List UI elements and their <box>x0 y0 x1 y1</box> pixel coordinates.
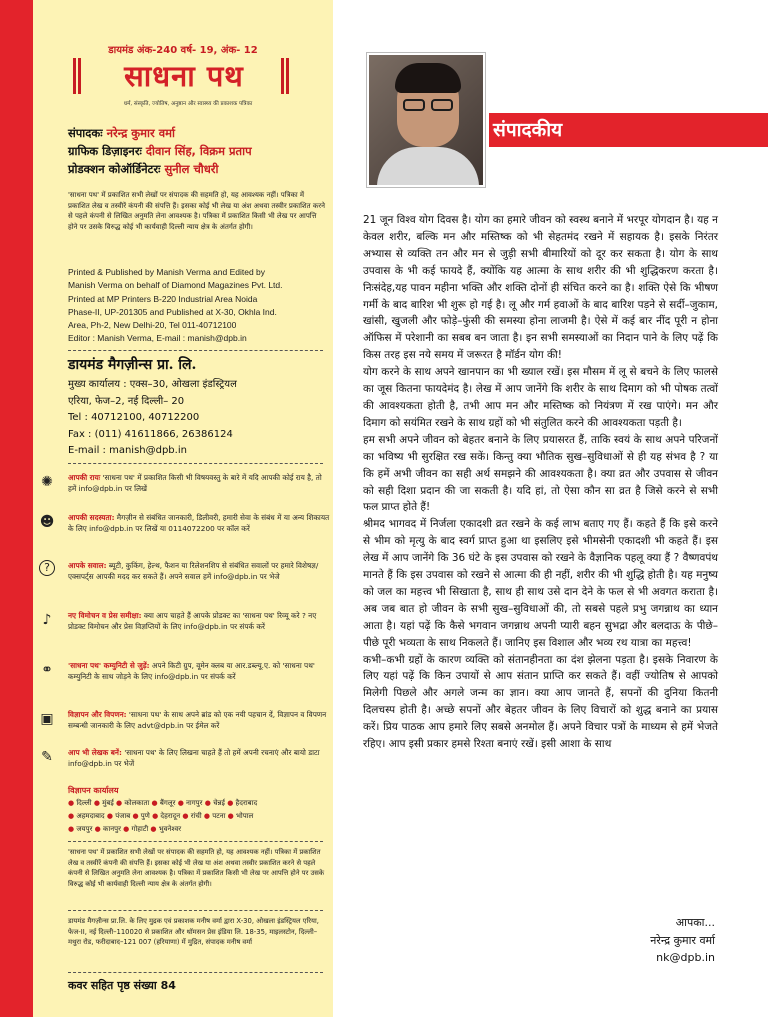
sign-off: आपका... <box>675 916 715 929</box>
magazine-title: साधना पथ <box>124 59 244 93</box>
article-paragraph: कभी–कभी ग्रहों के कारण व्यक्ति को संतानहीनता का दंश झेलना पड़ता है। इसके निवारण के लिए यहां पढ़ें कि किन उपायों से आप संतान प्राप्ति कर सकते हैं। वहीं ज्योतिष से आपको मिलेगी पिछले और अगले जन्म का ज्ञान। क्या आप जानते हैं, सपनों की दुनिया कितनी दिलचस्प होती है। अच्छे सपनों और बेहतर जीवन के लिए विचारों को शुद्ध बनाने का प्रयास करें। प्रिय पाठक आप हमारे लिए सबसे अनमोल हैं। अपने विचार पत्रों के माध्यम से हमें भेजते रहिए। आप इसी प्रकार हमसे रिश्ता बनाएं रखें। इसी आशा के साथ <box>363 653 718 751</box>
people-icon: ☻ <box>39 514 55 530</box>
divider <box>68 350 323 351</box>
office-city: भोपाल <box>236 812 254 820</box>
office-city: दिल्ली <box>76 799 92 807</box>
article-paragraph: श्रीमद भागवद में निर्जला एकादशी व्रत रखने के कई लाभ बताए गए हैं। कहते हैं कि इसे करने से भीम को मृत्यु के बाद स्वर्ग प्राप्त हुआ था इसलिए इसे भीमसेनी एकादशी भी कहते हैं। इस लेख में आप जानेंगे कि 36 घंटे के इस उपवास को रखने के वैज्ञानिक पहलू क्या हैं ? वैष्णवपंथ मानते हैं कि इस उपवास को रखने से आत्मा की ही नहीं, शरीर की भी शुद्धि होती है। यह मनुष्य को जल का महत्त्व भी सिखाता है, साथ ही साथ उसे दान देने के फल से भी अवगत कराता है। अब जब बात हो जीवन के सभी सुख–सुविधाओं की, तो सबसे पहले प्रभु जगन्नाथ का ध्यान आता है। यहां पढ़ें कि कैसे भगवान जगन्नाथ अपनी प्यारी बहन सुभद्रा और बलदाऊ के पीछे–पीछे पूरी भव्यता के साथ निकलते हैं। जानिए इस विशाल और भव्य रथ यात्रा का महत्त्व! <box>363 518 718 649</box>
printed-line: Printed at MP Printers B-220 Industrial Area Noida <box>68 293 258 304</box>
page-count: कवर सहित पृष्ठ संख्या 84 <box>68 979 176 992</box>
divider <box>68 972 323 973</box>
offices-list: ● दिल्ली ● मुंबई ● कोलकाता ● बैंगलूर ● नागपुर ● चेन्नई ● हैदराबाद ● अहमदाबाद ● पंजाब ● पुणे ● देहरादून ● रांची ● पटना ● भोपाल ● जयपुर ● कानपुर ● गोहाटी ● भुवनेश्वर <box>68 799 258 833</box>
office-city: गोहाटी <box>131 825 149 833</box>
advertisement-icon: ▣ <box>40 711 54 727</box>
designer-credit: ग्राफिक डिज़ाइनरः दीवान सिंह, विक्रम प्रताप <box>68 144 252 158</box>
microphone-icon: ♪ <box>42 612 52 628</box>
production-credit: प्रोडक्शन कोऑर्डिनेटरः सुनील चौधरी <box>68 162 219 176</box>
magazine-tagline: धर्म, संस्कृति, ज्योतिष, अनुष्ठान और स्वास्थ्य की प्रकाशक पत्रिका <box>123 101 253 107</box>
divider <box>68 463 323 464</box>
left-red-strip <box>0 0 33 1017</box>
printed-line: Area, Ph-2, New Delhi-20, Tel 011-40712100 <box>68 320 237 331</box>
disclaimer-top: 'साधना पथ' में प्रकाशित सभी लेखों पर संपादक की सहमति हो, यह आवश्यक नहीं। पत्रिका में प्रकाशित लेख व तस्वीरें कंपनी की संपत्ति हैं। इसका कोई भी लेख या अंश अथवा तस्वीर प्रकाशित करने से पहले कंपनी से लिखित अनुमति लेना आवश्यक है। पत्रिका में प्रकाशित किसी भी लेख पर आपत्ति होने पर उसके विरुद्ध कोई भी कार्यवाही दिल्ली न्याय क्षेत्र के अंतर्गत होगी। <box>68 191 326 231</box>
office-city: कोलकाता <box>124 799 150 807</box>
company-address: मुख्य कार्यालय : एक्स–30, ओखला इंडस्ट्रियल एरिया, फेज–2, नई दिल्ली– 20 Tel : 40712100, 40712200 Fax : (011) 41611866, 26386124 E-mail : manish@dpb.in <box>68 377 330 460</box>
article-paragraph: 21 जून विश्व योग दिवस है। योग का हमारे जीवन को स्वस्थ बनाने में भरपूर योगदान है। यह न केवल शरीर, बल्कि मन और मस्तिष्क को भी सेहतमंद रखने में सहायक है। इसके निरंतर अभ्यास से व्यक्ति तन और मन से जुड़ी सभी बीमारियों को दूर कर सकता है। योग के साथ उपवास के भी कई फायदे हैं, क्योंकि यह आत्मा के साथ शरीर की भी शुद्धिकरण करता है। निःसंदेह,यह पावन महीना भक्ति और शक्ति दोनों ही संचित करने का है। शक्ति ऐसे कि भीषण गर्मी के बाद बारिश भी शुरू हो गई है। लू और गर्म हवाओं के बाद बारिश पड़ने से सर्दी–जुकाम, खांसी, खुजली और फोड़े–फुंसी की समस्या होना लाजमी है। ऐसे में कई बार नींद पूरी न होना ऑफिस में परेशानी का सबब बन जाता है। इन सभी समस्याओं का निदान पाने के लिए पढ़ें कि किस तरह इस नये समय में जरूरत है मॉर्डन योग की! <box>363 214 718 362</box>
editor-photo <box>367 53 485 187</box>
office-city: पंजाब <box>115 812 131 820</box>
office-city: पटना <box>212 812 226 820</box>
editor-credit: संपादकः नरेन्द्र कुमार वर्मा <box>68 126 175 140</box>
article-paragraph: हम सभी अपने जीवन को बेहतर बनाने के लिए प्रयासरत हैं, ताकि स्वयं के साथ अपने परिजनों का भविष्य भी सुरक्षित रख सकें। किन्तु क्या भौतिक सुख–सुविधाओं से ही यह संभव है ? या कि हमें अभी जीवन का सही अर्थ समझने की आवश्यकता है। क्या व्रत और उपवास से जीवन को सही दिशा प्रदान की जा सकती है। यदि हां, तो ऐसा कौन सा व्रत है जिसे करने से सभी फल प्राप्त होते हैं! <box>363 433 718 514</box>
office-city: कानपुर <box>103 825 121 833</box>
signature-email[interactable]: nk@dpb.in <box>656 951 715 964</box>
office-city: हैदराबाद <box>235 799 258 807</box>
office-city: चेन्नई <box>213 799 225 807</box>
question-icon: ? <box>39 560 55 576</box>
company-name: डायमंड मैगज़ीन्स प्रा. लि. <box>68 357 197 373</box>
divider <box>68 841 323 842</box>
ornament-left-icon <box>73 58 82 94</box>
editorial-article <box>363 212 718 753</box>
office-city: बैंगलूर <box>159 799 176 807</box>
imprint-sidebar: डायमंड अंक-240 वर्ष- 19, अंक- 12 साधना पथ धर्म, संस्कृति, ज्योतिष, अनुष्ठान और स्वास्थ्य की प्रकाशक पत्रिका संपादकः नरेन्द्र कुमार वर्मा ग्राफिक डिज़ाइनरः दीवान सिंह, विक्रम प्रताप प्रोडक्शन कोऑर्डिनेटरः सुनील चौधरी 'साधना पथ' में प्रकाशित सभी लेखों पर संपादक की सहमति हो, यह आवश्यक नहीं। पत्रिका में प्रकाशित लेख व तस्वीरें कंपनी की संपत्ति हैं। इसका कोई भी लेख या अंश अथवा तस्वीर प्रकाशित करने से पहले कंपनी से लिखित अनुमति लेना आवश्यक है। पत्रिका में प्रकाशित किसी भी लेख पर आपत्ति होने पर उसके विरुद्ध कोई भी कार्यवाही दिल्ली न्याय क्षेत्र के अंतर्गत होगी। Printed & Published by Manish Verma and Edited by Manish Verma on behalf of Diamond Magazines Pvt. Ltd. Printed at MP Printers B-220 Industrial Area Noida Phase-II, UP-201305 and Published at X-30, Okhla Ind. Area, Ph-2, New Delhi-20, Tel 011-40712100 Editor : Manish Verma, E-mail : manish@dpb.in डायमंड मैगज़ीन्स प्रा. लि. मुख्य कार्यालय : एक्स–30, ओखला इंडस्ट्रियल एरिया, फेज–2, नई दिल्ली– 20 Tel : 40712100, 40712200 Fax : (011) 41611866, 26386124 E-mail : manish@dpb.in ✺ आपकी रायः 'साधना पथ' में प्रकाशित किसी भी विषयवस्तु के बारे में यदि आपकी कोई राय है, तो हमें info@dpb.in पर लिखें ☻ आपकी सदस्यता: मैगज़ीन से संबंधित जानकारी, डिलीवरी, हमारी सेवा के संबंध में या अन्य शिकायत के लिए info@dpb.in पर लिखें या 0114072200 पर कॉल करें ? आपके सवाल: ब्यूटी, कुकिंग, हेल्थ, फैशन या रिलेशनशिप से संबंधित सवालों पर हमारे विशेषज्ञ/एक्सपर्ट्स आपकी मदद कर सकते हैं। अपने सवाल हमें info@dpb.in पर भेजे ♪ नए विमोचन व प्रेस समीक्षा: क्या आप चाहते हैं आपके प्रोडक्ट का 'साधना पथ' रिव्यू करे ? नए प्रोडक्ट विमोचन और प्रेस विज्ञप्तियों के लिए info@dpb.in पर संपर्क करें ⚭ 'साधना पथ' कम्युनिटी से जुड़ें: अपने किटी ग्रुप, वूमेन क्लब या आर.डब्ल्यू.ए. को 'साधना पथ' कम्युनिटी के साथ जोड़ने के लिए info@dpb.in पर संपर्क करें ▣ विज्ञापन और विपणन: 'साधना पथ' के साथ अपने ब्रांड को एक नयी पहचान दें, विज्ञापन व विपणन सम्बन्धी जानकारी के लिए advt@dpb.in पर ईमेल करें ✎ आप भी लेखक बनें: 'साधना पथ' के लिए लिखना चाहते हैं तो हमें अपनी रचनाएं और बायो डाटा info@dpb.in पर भेजें विज्ञापन कार्यालय ● दिल्ली ● मुंबई ● कोलकाता ● बैंगलूर ● नागपुर ● चेन्नई ● हैदराबाद ● अहमदाबाद ● पंजाब ● पुणे ● देहरादून ● रांची ● पटना ● भोपाल ● जयपुर ● कानपुर ● गोहाटी ● भुवनेश्वर 'साधना पथ' में प्रकाशित सभी लेखों पर संपादक की सहमति हो, यह आवश्यक नहीं। पत्रिका में प्रकाशित लेख व तस्वीरें कंपनी की संपत्ति हैं। इसका कोई भी लेख या अंश अथवा तस्वीर प्रकाशित करने से पहले कंपनी से लिखित अनुमति लेना आवश्यक है। पत्रिका में प्रकाशित किसी भी लेख पर आपत्ति होने पर उसके विरुद्ध कोई भी कार्यवाही दिल्ली न्याय क्षेत्र के अंतर्गत होगी। डायमंड मैगज़ीन्स प्रा.लि. के लिए मुद्रक एवं प्रकाशक मनीष वर्मा द्वारा X-30, ओखला इंडस्ट्रियल एरिया, फेज-II, नई दिल्ली–110020 से प्रकाशित और थॉमसन प्रेस इंडिया लि. 18-35, माइलस्टोन, दिल्ली–मथुरा रोड, फरीदाबाद–121 007 (हरियाणा) में मुद्रित, संपादक मनीष वर्मा कवर सहित पृष्ठ संख्या 84 <box>33 0 333 1017</box>
printed-line: Manish Verma on behalf of Diamond Magazines Pvt. Ltd. <box>68 280 283 291</box>
issue-line: डायमंड अंक-240 वर्ष- 19, अंक- 12 <box>108 45 258 56</box>
divider <box>68 910 323 911</box>
printed-by-block <box>68 266 333 346</box>
office-city: नागपुर <box>186 799 203 807</box>
lightbulb-icon: ✺ <box>41 474 53 490</box>
office-city: पुणे <box>140 812 150 820</box>
office-city: रांची <box>190 812 202 820</box>
disclaimer-bottom: 'साधना पथ' में प्रकाशित सभी लेखों पर संपादक की सहमति हो, यह आवश्यक नहीं। पत्रिका में प्रकाशित लेख व तस्वीरें कंपनी की संपत्ति हैं। इसका कोई भी लेख या अंश अथवा तस्वीर प्रकाशित करने से पहले कंपनी से लिखित अनुमति लेना आवश्यक है। पत्रिका में प्रकाशित किसी भी लेख पर आपत्ति होने पर उसके विरुद्ध कोई भी कार्यवाही दिल्ली न्याय क्षेत्र के अंतर्गत होगी। <box>68 848 325 888</box>
editorial-heading: संपादकीय <box>493 119 563 141</box>
office-city: अहमदाबाद <box>76 812 105 820</box>
handshake-icon: ⚭ <box>41 662 53 678</box>
office-city: जयपुर <box>76 825 93 833</box>
office-city: भुवनेश्वर <box>158 825 182 833</box>
credits <box>68 124 328 178</box>
pencil-icon: ✎ <box>41 749 53 765</box>
ornament-right-icon <box>281 58 290 94</box>
company-email[interactable]: E-mail : manish@dpb.in <box>68 445 187 456</box>
masthead-logo <box>73 56 295 96</box>
printed-line: Phase-II, UP-201305 and Published at X-30, Okhla Ind. <box>68 306 277 317</box>
offices-title: विज्ञापन कार्यालय <box>68 786 119 795</box>
printed-line: Editor : Manish Verma, E-mail : manish@dpb.in <box>68 333 247 344</box>
signature-name: नरेन्द्र कुमार वर्मा <box>650 934 715 947</box>
imprint-text: डायमंड मैगज़ीन्स प्रा.लि. के लिए मुद्रक एवं प्रकाशक मनीष वर्मा द्वारा X-30, ओखला इंडस्ट्रियल एरिया, फेज-II, नई दिल्ली–110020 से प्रकाशित और थॉमसन प्रेस इंडिया लि. 18-35, माइलस्टोन, दिल्ली–मथुरा रोड, फरीदाबाद–121 007 (हरियाणा) में मुद्रित, संपादक मनीष वर्मा <box>68 917 319 946</box>
article-paragraph: योग करने के साथ अपने खानपान का भी ख्याल रखें। इस मौसम में लू से बचने के लिए फालसे का जूस कितना फायदेमंद है। लेख में आप जानेंगे कि शरीर के साथ दिमाग को भी पोषक तत्वों की आवश्यकता होती है, तभी आप मन और मस्तिष्क को नियंत्रण में रख पाएंगे। मन और दिमाग को सयंमित रखने के साथ ग्रहों को भी संतुलित करने की आवश्यकता पड़ती है। <box>363 366 718 429</box>
printed-line: Printed & Published by Manish Verma and Edited by <box>68 267 266 277</box>
office-city: मुंबई <box>102 799 114 807</box>
office-city: देहरादून <box>160 812 181 820</box>
